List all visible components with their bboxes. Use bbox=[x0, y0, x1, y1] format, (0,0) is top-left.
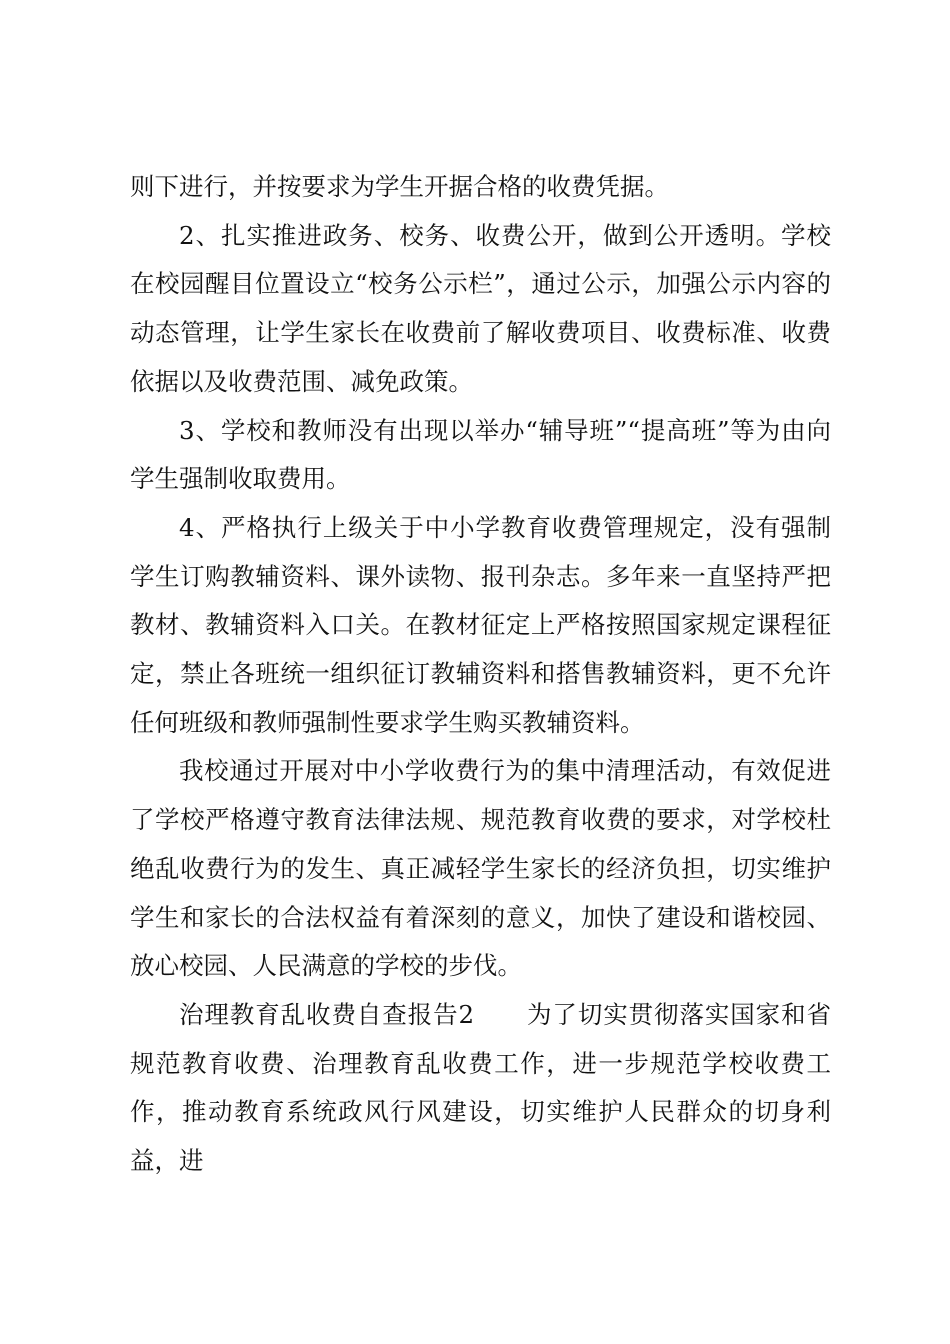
document-body bbox=[130, 163, 831, 1186]
paragraph-item-3: 3、学校和教师没有出现以举办“辅导班”“提高班”等为由向学生强制收取费用。 bbox=[130, 415, 831, 494]
report-intro: 为了切实贯彻落实国家和省规范教育收费、治理教育乱收费工作，进一步规范学校收费工作，推动教育系统政风行风建设，切实维护人民群众的切身利益，进 bbox=[130, 999, 832, 1176]
paragraph-report-2 bbox=[130, 991, 831, 1186]
paragraph-summary: 我校通过开展对中小学收费行为的集中清理活动，有效促进了学校严格遵守教育法律法规、规范教育收费的要求，对学校杜绝乱收费行为的发生、真正减轻学生家长的经济负担，切实维护学生和家长的合法权益有着深刻的意义，加快了建设和谐校园、放心校园、人民满意的学校的步伐。 bbox=[130, 756, 831, 981]
paragraph-item-4: 4、严格执行上级关于中小学教育收费管理规定，没有强制学生订购教辅资料、课外读物、报刊杂志。多年来一直坚持严把教材、教辅资料入口关。在教材征定上严格按照国家规定课程征定，禁止各班统一组织征订教辅资料和搭售教辅资料，更不允许任何班级和教师强制性要求学生购买教辅资料。 bbox=[130, 512, 831, 737]
paragraph-item-2: 2、扎实推进政务、校务、收费公开，做到公开透明。学校在校园醒目位置设立“校务公示栏”，通过公示，加强公示内容的动态管理，让学生家长在收费前了解收费项目、收费标准、收费依据以及收费范围、减免政策。 bbox=[130, 220, 831, 396]
paragraph-continued: 则下进行，并按要求为学生开据合格的收费凭据。 bbox=[130, 172, 669, 201]
report-title: 治理教育乱收费自查报告2 bbox=[179, 999, 475, 1029]
